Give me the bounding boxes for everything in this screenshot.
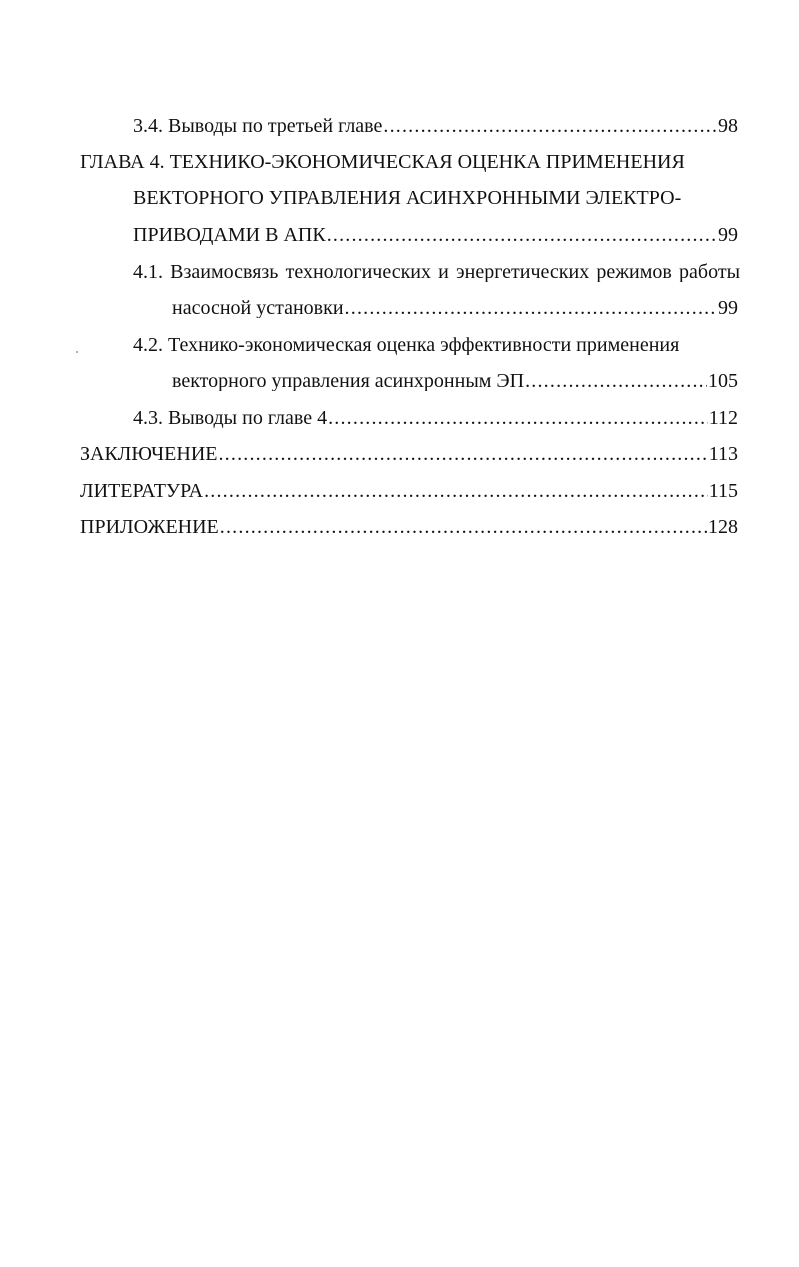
toc-page-number: 115: [708, 480, 738, 501]
toc-entry-title: 3.4. Выводы по третьей главе: [133, 115, 383, 136]
toc-entry-4-2-line-2: [172, 361, 738, 391]
toc-page-number: 112: [708, 407, 738, 428]
toc-entry-title: 4.2. Технико-экономическая оценка эффективности применения: [133, 334, 680, 355]
toc-page-number: 128: [708, 516, 738, 537]
toc-entry-4-1-line-1: [133, 252, 740, 282]
toc-entry-title: 4.1. Взаимосвязь технологических и энергетических режимов работы: [133, 261, 740, 282]
toc-leader-dots: [328, 408, 708, 428]
toc-entry-title: ЛИТЕРАТУРА: [80, 480, 204, 501]
toc-entry-title: ГЛАВА 4. ТЕХНИКО-ЭКОНОМИЧЕСКАЯ ОЦЕНКА ПРИМЕНЕНИЯ: [80, 151, 685, 172]
toc-page-number: 105: [708, 370, 738, 391]
toc-chapter-4-line-2: [133, 178, 693, 208]
toc-page-number: 113: [708, 443, 738, 464]
toc-entry-title: векторного управления асинхронным ЭП: [172, 370, 525, 391]
toc-entry-3-4: [133, 106, 738, 136]
toc-page-number: 99: [718, 297, 738, 318]
toc-chapter-4-line-1: [80, 142, 690, 172]
toc-leader-dots: [345, 298, 717, 318]
toc-leader-dots: [220, 517, 707, 537]
toc-leader-dots: [204, 481, 708, 501]
toc-entry-title: ВЕКТОРНОГО УПРАВЛЕНИЯ АСИНХРОННЫМИ ЭЛЕКТРО-: [133, 187, 682, 208]
toc-entry-4-1-line-2: [172, 288, 738, 318]
toc-leader-dots: [525, 371, 707, 391]
toc-chapter-4-line-3: [133, 215, 738, 245]
toc-leader-dots: [218, 444, 707, 464]
toc-entry-title: насосной установки: [172, 297, 344, 318]
toc-entry-title: ЗАКЛЮЧЕНИЕ: [80, 443, 218, 464]
toc-entry-4-2-line-1: [133, 325, 693, 355]
scan-speck: [76, 351, 78, 353]
toc-page-number: 98: [718, 115, 738, 136]
toc-entry-appendix: [80, 507, 738, 537]
toc-leader-dots: [383, 116, 717, 136]
toc-entry-literature: [80, 471, 738, 501]
toc-entry-4-3: [133, 398, 738, 428]
toc-page-number: 99: [718, 224, 738, 245]
toc-leader-dots: [327, 225, 717, 245]
toc-entry-title: 4.3. Выводы по главе 4: [133, 407, 328, 428]
toc-entry-title: ПРИВОДАМИ В АПК: [133, 224, 326, 245]
toc-entry-title: ПРИЛОЖЕНИЕ: [80, 516, 219, 537]
toc-entry-conclusion: [80, 434, 738, 464]
